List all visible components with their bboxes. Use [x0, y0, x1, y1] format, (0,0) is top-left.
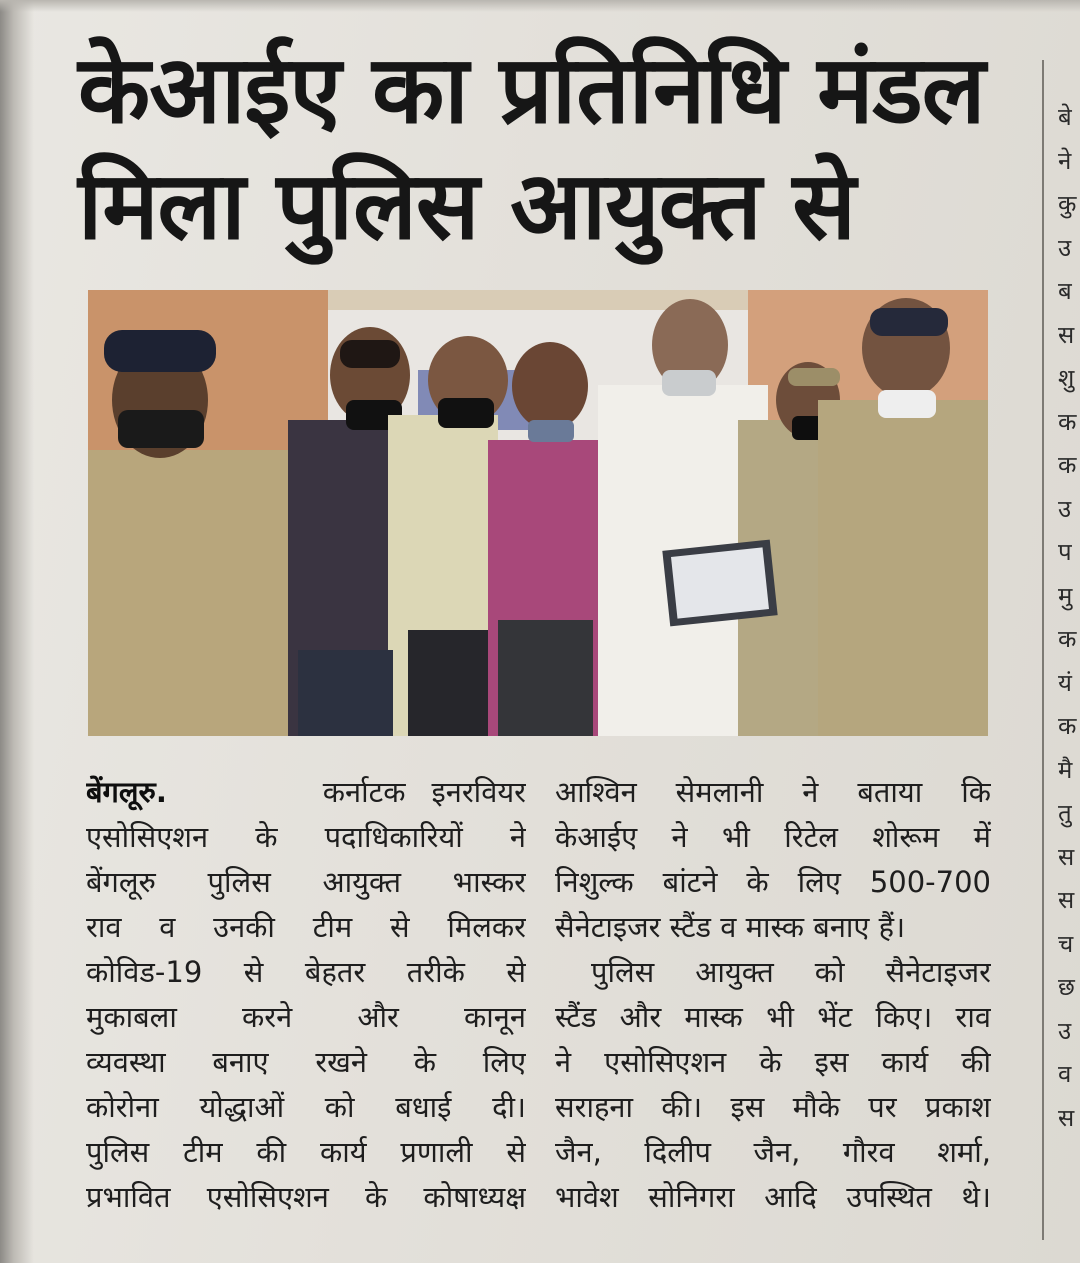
dateline: बेंगलूरु. — [86, 775, 167, 809]
adjacent-text-fragment: मै — [1058, 755, 1073, 784]
adjacent-text-fragment: उ — [1058, 233, 1072, 262]
adjacent-text-fragment: उ — [1058, 494, 1072, 523]
article-column-left — [86, 770, 526, 1220]
column-rule — [1042, 60, 1044, 1240]
article-line: पुलिस टीम की कार्य प्रणाली से — [86, 1135, 526, 1169]
article-line: स्टैंड और मास्क भी भेंट किए। राव — [555, 1000, 991, 1034]
news-photo — [88, 290, 988, 736]
article-line: केआईए ने भी रिटेल शोरूम में — [555, 820, 991, 854]
adjacent-text-fragment: छ — [1058, 973, 1075, 1001]
top-edge-shadow — [0, 0, 1080, 12]
adjacent-text-fragment: क — [1058, 451, 1077, 479]
article-line: निशुल्क बांटने के लिए 500-700 — [555, 865, 991, 899]
group-photo-icon — [88, 290, 988, 736]
adjacent-text-fragment: मु — [1058, 581, 1073, 610]
adjacent-text-fragment: व — [1058, 1060, 1072, 1088]
article-line: आश्विन सेमलानी ने बताया कि — [555, 775, 991, 809]
article-line: राव व उनकी टीम से मिलकर — [86, 910, 526, 944]
article-line: ने एसोसिएशन के इस कार्य की — [555, 1045, 991, 1079]
adjacent-text-fragment: स — [1058, 886, 1075, 914]
adjacent-text-fragment: यं — [1058, 668, 1072, 697]
headline-line-1: केआईए का प्रतिनिधि मंडल — [78, 36, 985, 145]
adjacent-text-fragment: ने — [1058, 146, 1072, 175]
adjacent-text-fragment: क — [1058, 407, 1077, 436]
adjacent-text-fragment: क — [1058, 712, 1077, 740]
adjacent-text-fragment: प — [1058, 538, 1072, 566]
adjacent-text-fragment: च — [1058, 929, 1074, 958]
article-column-right — [555, 770, 991, 1220]
adjacent-text-fragment: बे — [1058, 103, 1072, 131]
adjacent-text-fragment: तु — [1058, 799, 1072, 827]
headline-line-2: मिला पुलिस आयुक्त से — [78, 152, 855, 261]
article-line: कोविड-19 से बेहतर तरीके से — [86, 955, 526, 989]
article-line: मुकाबला करने और कानून — [86, 1000, 526, 1034]
article-line: एसोसिएशन के पदाधिकारियों ने — [86, 820, 526, 854]
article-line: सराहना की। इस मौके पर प्रकाश — [555, 1090, 991, 1124]
adjacent-text-fragment: कु — [1058, 190, 1077, 218]
article-line — [86, 770, 526, 815]
article-line: बेंगलूरु पुलिस आयुक्त भास्कर — [86, 865, 526, 899]
adjacent-text-fragment: ब — [1058, 277, 1072, 305]
adjacent-text-fragment: शु — [1058, 364, 1075, 392]
article-line: जैन, दिलीप जैन, गौरव शर्मा, — [555, 1135, 991, 1169]
adjacent-text-fragment: क — [1058, 625, 1077, 653]
adjacent-article-fragment — [1058, 96, 1080, 1140]
article-line: कोरोना योद्धाओं को बधाई दी। — [86, 1090, 526, 1124]
article-line: व्यवस्था बनाए रखने के लिए — [86, 1045, 526, 1079]
page-fold-shadow — [0, 0, 34, 1263]
adjacent-text-fragment: स — [1058, 320, 1075, 349]
article-line: प्रभावित एसोसिएशन के कोषाध्यक्ष — [86, 1180, 526, 1214]
article-line: भावेश सोनिगरा आदि उपस्थित थे। — [555, 1180, 991, 1214]
article-line: सैनेटाइजर स्टैंड व मास्क बनाए हैं। — [555, 910, 906, 944]
article-line: पुलिस आयुक्त को सैनेटाइजर — [591, 955, 991, 989]
adjacent-text-fragment: स — [1058, 842, 1075, 871]
adjacent-text-fragment: स — [1058, 1103, 1075, 1132]
adjacent-text-fragment: उ — [1058, 1016, 1072, 1045]
article-text: कर्नाटक इनरवियर — [322, 775, 526, 809]
